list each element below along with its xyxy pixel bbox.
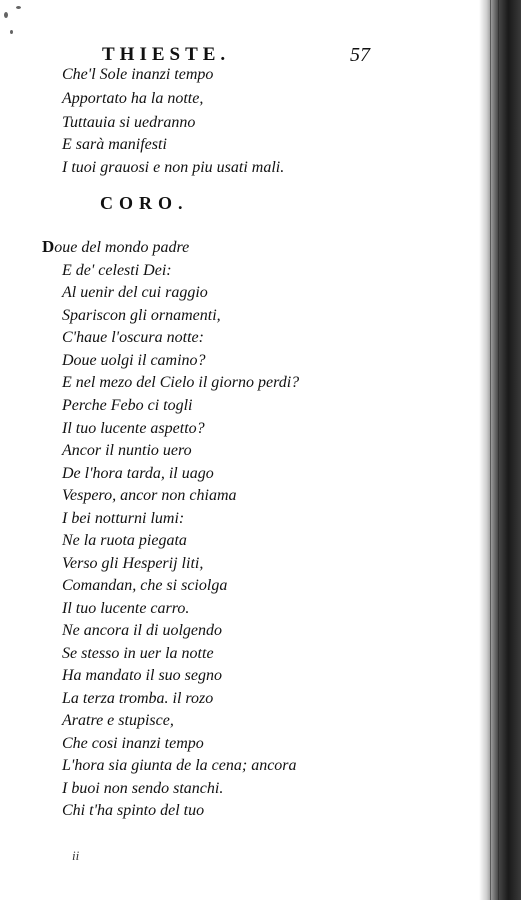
chorus-line: Se stesso in uer la notte bbox=[62, 645, 214, 662]
ink-speck bbox=[4, 12, 8, 18]
footer-mark: ii bbox=[72, 848, 80, 863]
chorus-line: Al uenir del cui raggio bbox=[62, 284, 208, 301]
chorus-line: Il tuo lucente aspetto? bbox=[62, 420, 205, 437]
chorus-line: La terza tromba. il rozo bbox=[62, 690, 214, 707]
running-title: THIESTE. bbox=[102, 44, 231, 65]
section-heading: CORO. bbox=[100, 193, 189, 213]
chorus-line: E de' celesti Dei: bbox=[62, 262, 172, 279]
chorus-line: Il tuo lucente carro. bbox=[62, 600, 190, 617]
chorus-line: Spariscon gli ornamenti, bbox=[62, 307, 221, 324]
page-edge-line bbox=[490, 0, 491, 900]
chorus-first-line-text: oue del mondo padre bbox=[54, 239, 190, 256]
chorus-line: Ha mandato il suo segno bbox=[62, 667, 222, 684]
chorus-line: Chi t'ha spinto del tuo bbox=[62, 802, 205, 819]
chorus-line: I bei notturni lumi: bbox=[62, 510, 185, 527]
chorus-first-line bbox=[42, 236, 189, 260]
chorus-line: Vespero, ancor non chiama bbox=[62, 487, 237, 504]
page-edge-line bbox=[506, 0, 507, 900]
speech-line: Che'l Sole inanzi tempo bbox=[62, 66, 214, 83]
page-number: 57 bbox=[350, 44, 370, 66]
chorus-line: Che cosi inanzi tempo bbox=[62, 735, 204, 752]
speech-line: I tuoi grauosi e non piu usati mali. bbox=[62, 159, 285, 176]
chorus-line: C'haue l'oscura notte: bbox=[62, 329, 204, 346]
chorus-line: L'hora sia giunta de la cena; ancora bbox=[62, 757, 297, 774]
chorus-line: I buoi non sendo stanchi. bbox=[62, 780, 224, 797]
chorus-line: Aratre e stupisce, bbox=[62, 712, 174, 729]
ink-speck bbox=[10, 30, 13, 34]
page-edge-shadow bbox=[479, 0, 521, 900]
speech-line: E sarà manifesti bbox=[62, 136, 167, 153]
speech-line: Apportato ha la notte, bbox=[62, 90, 204, 107]
chorus-line: Doue uolgi il camino? bbox=[62, 352, 206, 369]
chorus-line: E nel mezo del Cielo il giorno perdi? bbox=[62, 374, 300, 391]
speech-line: Tuttauia si uedranno bbox=[62, 114, 196, 131]
initial-letter: D bbox=[42, 237, 55, 256]
ink-speck bbox=[16, 6, 21, 9]
chorus-line: Ancor il nuntio uero bbox=[62, 442, 192, 459]
chorus-line: De l'hora tarda, il uago bbox=[62, 465, 214, 482]
page-edge-line bbox=[498, 0, 499, 900]
chorus-line: Ne la ruota piegata bbox=[62, 532, 187, 549]
chorus-line: Perche Febo ci togli bbox=[62, 397, 193, 414]
chorus-line: Verso gli Hesperij liti, bbox=[62, 555, 204, 572]
chorus-line: Comandan, che si sciolga bbox=[62, 577, 228, 594]
chorus-line: Ne ancora il di uolgendo bbox=[62, 622, 222, 639]
